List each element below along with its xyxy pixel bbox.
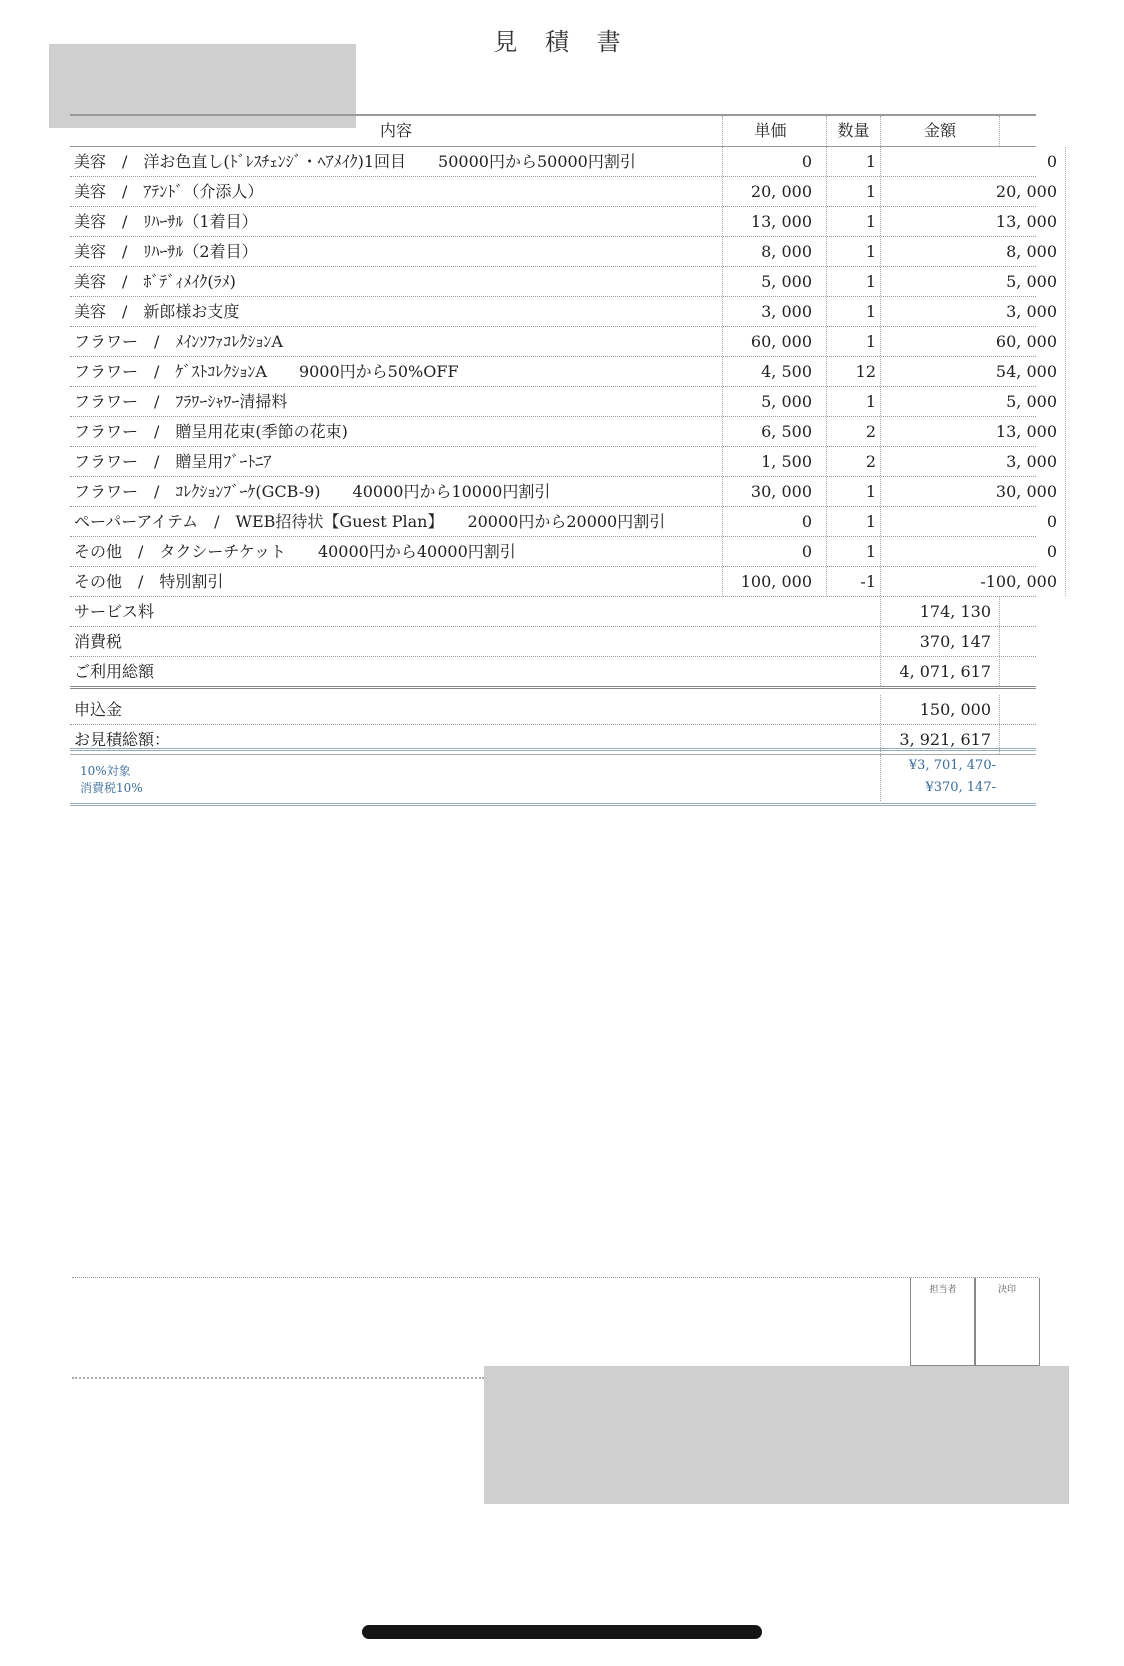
table-row: [70, 237, 1057, 267]
item-quantity: -1: [826, 567, 880, 596]
item-quantity: 1: [826, 477, 880, 506]
home-indicator[interactable]: [362, 1625, 762, 1639]
tax-target-label: 10%対象: [80, 764, 131, 778]
table-row: [70, 267, 1057, 297]
usage-total-value: 4, 071, 617: [880, 657, 1000, 686]
item-desc: フラワー / ﾒｲﾝｿﾌｧｺﾚｸｼｮﾝA: [74, 332, 283, 351]
item-quantity: 1: [826, 177, 880, 206]
item-unit-price: 0: [722, 147, 818, 176]
table-row: [70, 327, 1057, 357]
usage-total-row: [70, 657, 1036, 689]
tax-target-value: ¥3, 701, 470-: [908, 758, 996, 773]
signature-line: [72, 1377, 484, 1379]
item-desc: フラワー / 贈呈用ﾌﾞｰﾄﾆｱ: [74, 452, 272, 471]
redacted-block-bottom: [484, 1366, 1069, 1504]
item-quantity: 2: [826, 417, 880, 446]
item-amount: 30, 000: [880, 477, 1066, 506]
table-header: [70, 114, 1036, 147]
table-row: [70, 477, 1057, 507]
item-amount: 3, 000: [880, 447, 1066, 476]
stamp-area-divider: [72, 1277, 1038, 1278]
item-amount: -100, 000: [880, 567, 1066, 596]
item-quantity: 1: [826, 147, 880, 176]
stamp-box-approval: [974, 1278, 1040, 1366]
item-quantity: 2: [826, 447, 880, 476]
item-quantity: 1: [826, 267, 880, 296]
estimate-total-label: お見積総額：: [74, 730, 171, 749]
item-amount: 60, 000: [880, 327, 1066, 356]
estimate-total-value: 3, 921, 617: [880, 725, 1000, 754]
item-unit-price: 6, 500: [722, 417, 818, 446]
table-row: [70, 537, 1057, 567]
usage-total-label: ご利用総額: [74, 662, 155, 681]
tax-breakdown-values: [880, 755, 1000, 801]
service-fee-row: [70, 597, 1036, 627]
table-row: [70, 447, 1057, 477]
item-unit-price: 100, 000: [722, 567, 818, 596]
item-quantity: 1: [826, 537, 880, 566]
item-amount: 13, 000: [880, 417, 1066, 446]
item-unit-price: 13, 000: [722, 207, 818, 236]
item-desc: フラワー / ﾌﾗﾜｰｼｬﾜｰ清掃料: [74, 392, 288, 411]
tax-breakdown-labels: [80, 763, 143, 797]
service-fee-label: サービス料: [74, 602, 155, 621]
item-quantity: 1: [826, 297, 880, 326]
table-row: [70, 417, 1057, 447]
header-amount: 金額: [880, 116, 1000, 146]
item-desc: 美容 / ﾎﾞﾃﾞｨﾒｲｸ(ﾗﾒ): [74, 272, 236, 291]
item-desc: 美容 / ﾘﾊｰｻﾙ（2着目）: [74, 242, 258, 261]
item-amount: 5, 000: [880, 267, 1066, 296]
item-quantity: 12: [826, 357, 880, 386]
tax-rate-label: 消費税10%: [80, 781, 143, 795]
item-unit-price: 5, 000: [722, 267, 818, 296]
item-desc: その他 / タクシーチケット 40000円から40000円割引: [74, 542, 516, 561]
item-amount: 0: [880, 147, 1066, 176]
item-amount: 3, 000: [880, 297, 1066, 326]
item-unit-price: 4, 500: [722, 357, 818, 386]
item-desc: 美容 / ﾘﾊｰｻﾙ（1着目）: [74, 212, 258, 231]
item-amount: 13, 000: [880, 207, 1066, 236]
item-desc: フラワー / ｹﾞｽﾄｺﾚｸｼｮﾝA 9000円から50%OFF: [74, 362, 459, 381]
table-row: [70, 357, 1057, 387]
table-row: [70, 507, 1057, 537]
item-desc: 美容 / 新郎様お支度: [74, 302, 240, 321]
stamp-label-staff: 担当者: [929, 1285, 957, 1295]
header-unit-price: 単価: [722, 116, 818, 146]
tax-amount-value: ¥370, 147-: [925, 780, 996, 795]
stamp-label-approval: 決印: [997, 1285, 1016, 1295]
deposit-value: 150, 000: [880, 695, 1000, 724]
item-amount: 20, 000: [880, 177, 1066, 206]
item-desc: 美容 / ｱﾃﾝﾄﾞ（介添人）: [74, 182, 264, 201]
table-row: [70, 147, 1057, 177]
deposit-label: 申込金: [74, 700, 123, 719]
item-desc: ペーパーアイテム / WEB招待状【Guest Plan】 20000円から20000円割引: [74, 512, 666, 531]
item-amount: 5, 000: [880, 387, 1066, 416]
item-unit-price: 20, 000: [722, 177, 818, 206]
item-amount: 54, 000: [880, 357, 1066, 386]
item-unit-price: 30, 000: [722, 477, 818, 506]
item-unit-price: 0: [722, 537, 818, 566]
consumption-tax-row: [70, 627, 1036, 657]
document-title: 見 積 書: [493, 28, 631, 56]
item-unit-price: 3, 000: [722, 297, 818, 326]
stamp-box-staff: [910, 1278, 976, 1366]
item-unit-price: 60, 000: [722, 327, 818, 356]
table-row: [70, 297, 1057, 327]
item-desc: フラワー / 贈呈用花束(季節の花束): [74, 422, 348, 441]
item-quantity: 1: [826, 387, 880, 416]
table-row: [70, 207, 1057, 237]
consumption-tax-label: 消費税: [74, 632, 123, 651]
item-unit-price: 8, 000: [722, 237, 818, 266]
item-quantity: 1: [826, 207, 880, 236]
header-quantity: 数量: [826, 116, 880, 146]
estimate-table: [70, 114, 1057, 755]
item-quantity: 1: [826, 507, 880, 536]
deposit-row: [70, 695, 1036, 725]
item-quantity: 1: [826, 237, 880, 266]
item-rows: [70, 147, 1057, 597]
service-fee-value: 174, 130: [880, 597, 1000, 626]
item-unit-price: 0: [722, 507, 818, 536]
item-desc: その他 / 特別割引: [74, 572, 224, 591]
item-desc: 美容 / 洋お色直し(ﾄﾞﾚｽﾁｪﾝｼﾞ・ﾍｱﾒｲｸ)1回目 50000円から50000円割引: [74, 152, 636, 171]
table-row: [70, 567, 1057, 597]
item-unit-price: 5, 000: [722, 387, 818, 416]
item-amount: 0: [880, 507, 1066, 536]
item-unit-price: 1, 500: [722, 447, 818, 476]
tax-breakdown-box: [70, 748, 1036, 806]
table-row: [70, 387, 1057, 417]
item-desc: フラワー / ｺﾚｸｼｮﾝﾌﾞｰｹ(GCB-9) 40000円から10000円割引: [74, 482, 551, 501]
item-quantity: 1: [826, 327, 880, 356]
item-amount: 0: [880, 537, 1066, 566]
consumption-tax-value: 370, 147: [880, 627, 1000, 656]
table-row: [70, 177, 1057, 207]
item-amount: 8, 000: [880, 237, 1066, 266]
header-desc: 内容: [379, 121, 412, 140]
